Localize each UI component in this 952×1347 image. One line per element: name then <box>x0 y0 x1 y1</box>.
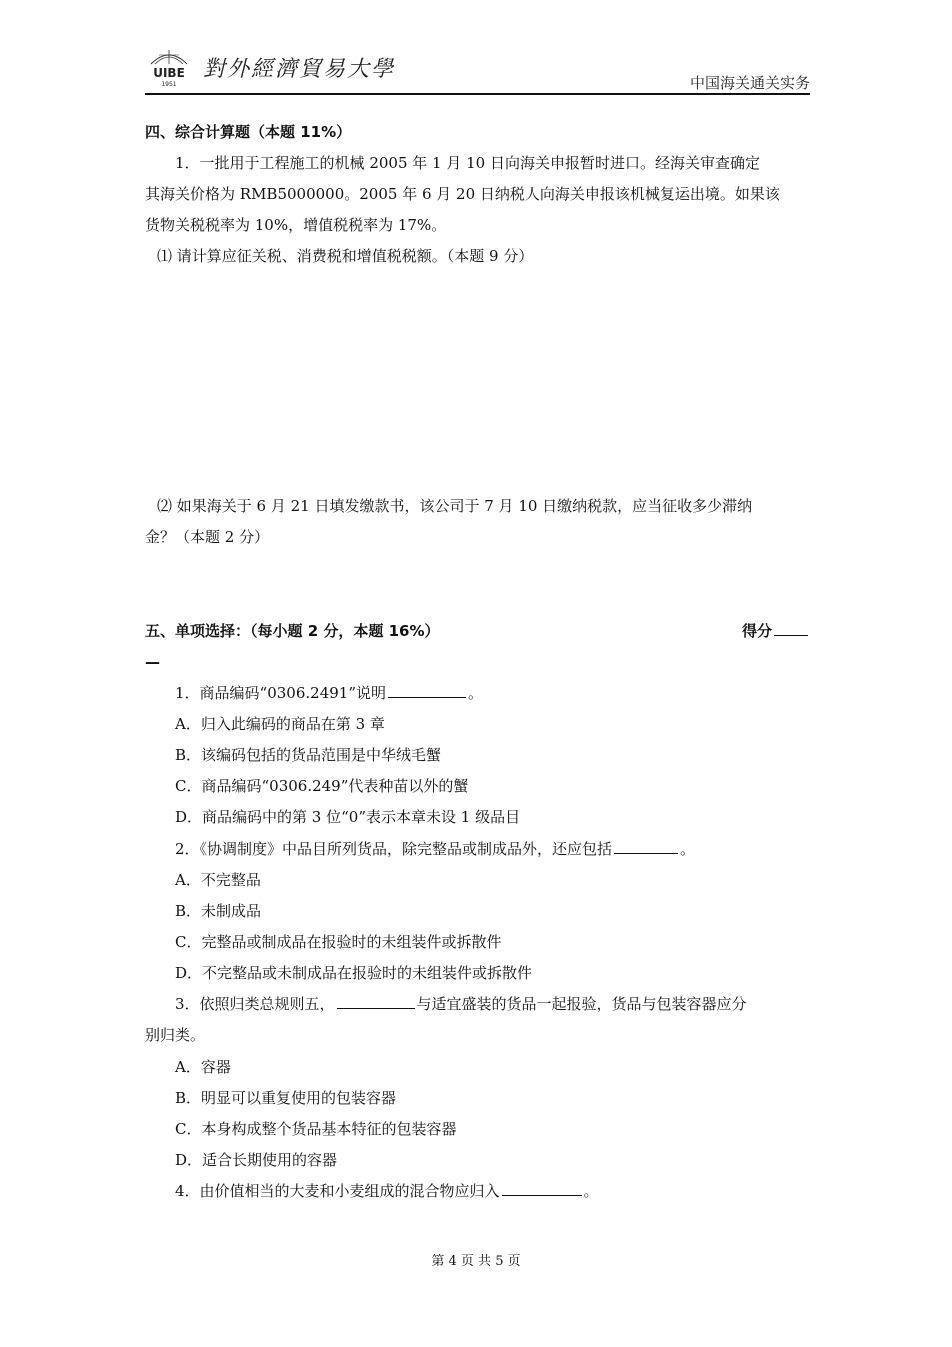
question-4 <box>175 1180 599 1202</box>
section4-title: 四、综合计算题（本题 11%） <box>145 123 352 141</box>
option-d: D．不完整品或未制成品在报验时的未组装件或拆散件 <box>175 964 533 982</box>
answer-blank <box>388 682 466 698</box>
score-blank <box>774 620 808 636</box>
page-number: 第 4 页 共 5 页 <box>431 1254 521 1269</box>
question-2-end: 。 <box>680 840 696 858</box>
page-header <box>145 38 810 94</box>
svg-text:UIBE: UIBE <box>153 66 185 80</box>
section4-text: 货物关税税率为 10%，增值税税率为 17%。 <box>145 216 447 234</box>
option-c: C．商品编码“0306.249”代表种苗以外的蟹 <box>175 777 469 795</box>
score-label: 得分 <box>742 622 773 640</box>
question-2-text: 2．《协调制度》中品目所列货品，除完整品或制成品外，还应包括 <box>175 840 613 858</box>
question-2 <box>175 838 695 860</box>
option-a: A．不完整品 <box>175 871 261 889</box>
option-c: C．本身构成整个货品基本特征的包装容器 <box>175 1120 457 1138</box>
option-c: C．完整品或制成品在报验时的未组装件或拆散件 <box>175 933 502 951</box>
section4-text: 其海关价格为 RMB5000000。2005 年 6 月 20 日纳税人向海关申报该机械复运出境。如果该 <box>145 185 780 203</box>
question-4-text: 4．由价值相当的大麦和小麦组成的混合物应归入 <box>175 1182 500 1200</box>
question-3-cont: 与适宜盛装的货品一起报验，货品与包装容器应分 <box>416 995 747 1013</box>
option-b: B．该编码包括的货品范围是中华绒毛蟹 <box>175 746 442 764</box>
header-divider <box>145 93 810 95</box>
university-logo <box>145 44 193 88</box>
question-3-text: 3．依照归类总规则五， <box>175 995 335 1013</box>
question-4-end: 。 <box>583 1182 599 1200</box>
answer-blank <box>614 838 678 854</box>
question-3-end: 别归类。 <box>145 1026 206 1044</box>
question-3 <box>175 993 747 1015</box>
section4-question-2-cont: 金？（本题 2 分） <box>145 528 270 546</box>
score-blank-cont: — <box>145 653 160 671</box>
option-d: D．适合长期使用的容器 <box>175 1151 338 1169</box>
option-b: B．未制成品 <box>175 902 262 920</box>
option-d: D．商品编码中的第 3 位“0”表示本章未设 1 级品目 <box>175 808 521 826</box>
option-b: B．明显可以重复使用的包装容器 <box>175 1089 397 1107</box>
svg-text:1951: 1951 <box>161 81 177 88</box>
section4-question-1: ⑴ 请计算应征关税、消费税和增值税税额。（本题 9 分） <box>157 247 534 265</box>
course-title: 中国海关通关实务 <box>689 74 810 92</box>
answer-blank <box>337 993 415 1009</box>
question-1-text: 1．商品编码“0306.2491”说明 <box>175 684 386 702</box>
section4-text: 1．一批用于工程施工的机械 2005 年 1 月 10 日向海关申报暂时进口。经海关审查确定 <box>175 154 760 172</box>
question-1-end: 。 <box>468 684 484 702</box>
question-1 <box>175 682 483 704</box>
score-field <box>742 620 810 642</box>
university-name: 對外經濟貿易大學 <box>203 57 396 82</box>
option-a: A．归入此编码的商品在第 3 章 <box>175 715 385 733</box>
option-a: A．容器 <box>175 1058 231 1076</box>
answer-blank <box>502 1180 582 1196</box>
section4-question-2: ⑵ 如果海关于 6 月 21 日填发缴款书，该公司于 7 月 10 日缴纳税款，应当征收多少滞纳 <box>157 497 753 515</box>
section5-title: 五、单项选择：（每小题 2 分，本题 16%） <box>145 622 440 640</box>
